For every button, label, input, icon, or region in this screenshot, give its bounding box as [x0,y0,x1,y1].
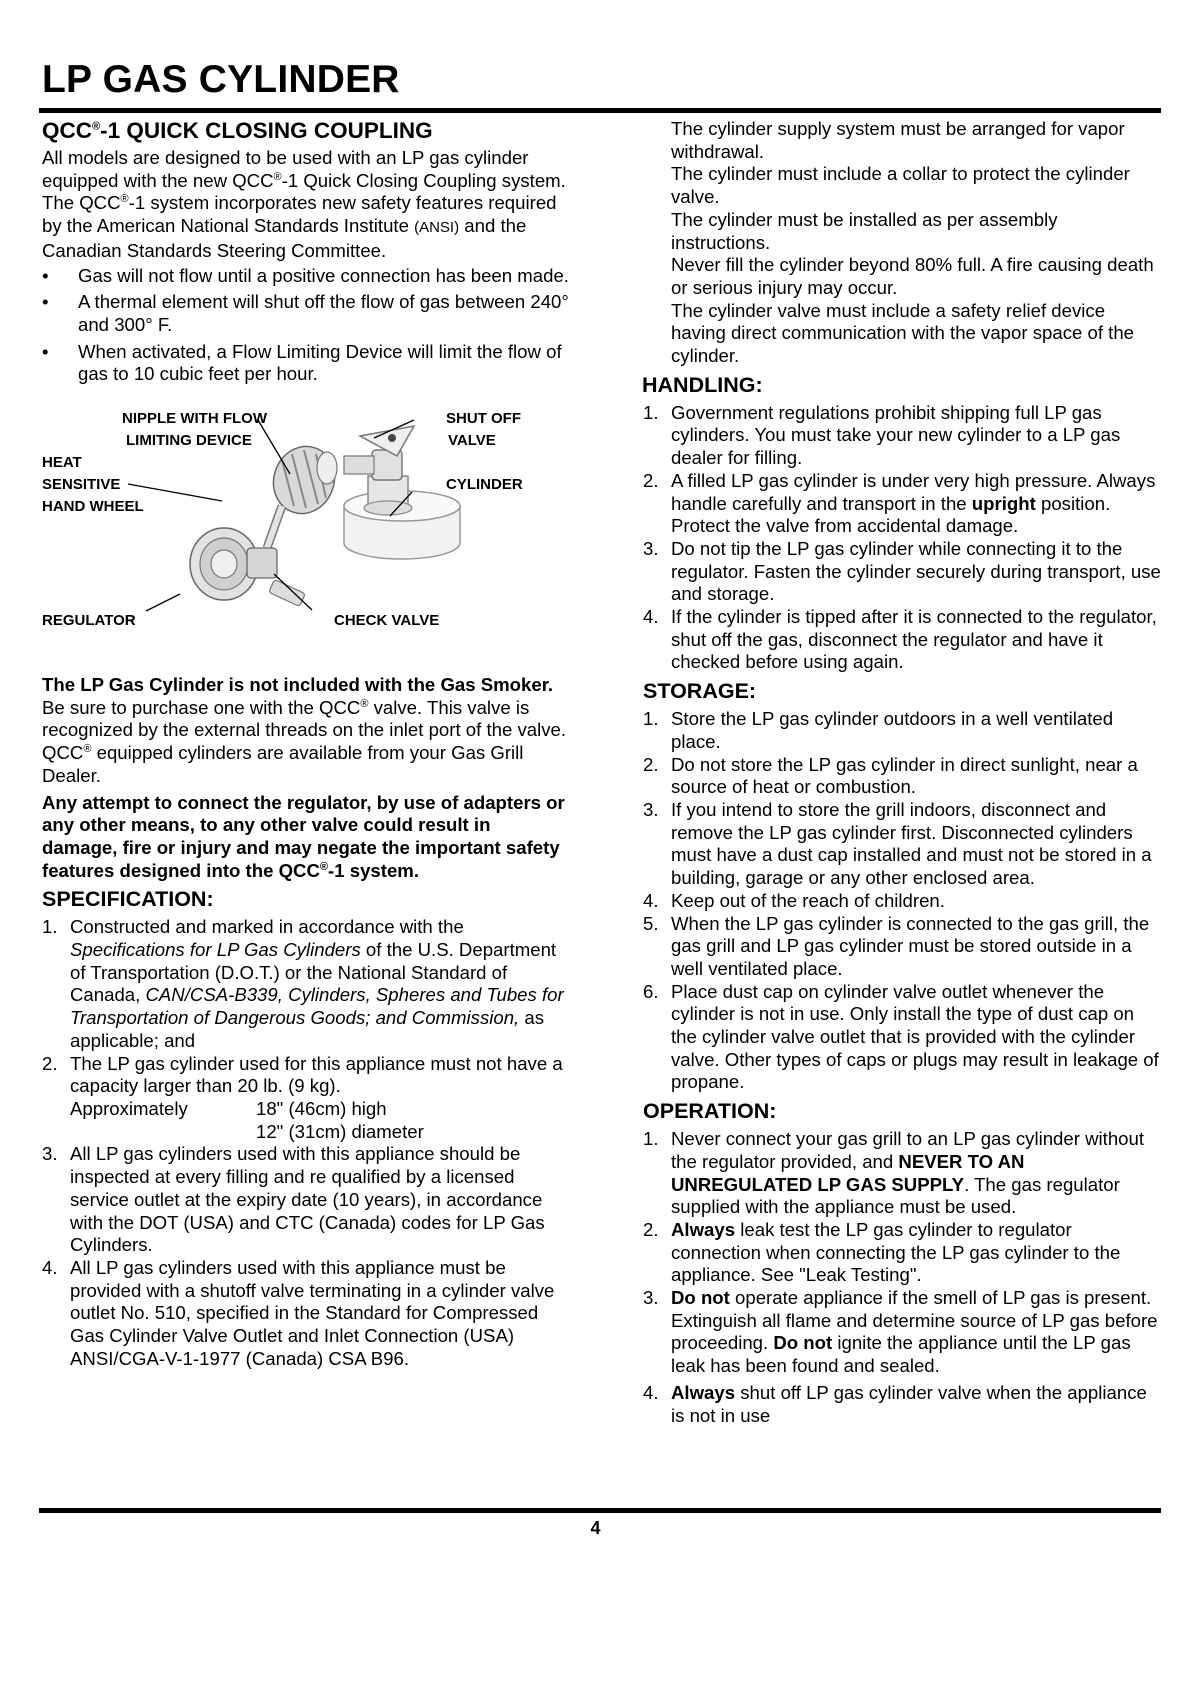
list-item: 4. Keep out of the reach of children. [643,889,945,911]
list-item: 2. The LP gas cylinder used for this appliance must not have a capacity larger than 20 lb. (9 kg). Approximately 18" (46cm) high 12" (31cm) diameter [42,1052,563,1142]
requirement-line: Never fill the cylinder beyond 80% full. A fire causing death or serious injury may occur. [671,254,1154,298]
top-rule [39,108,1161,113]
qcc-intro-1: All models are designed to be used with an LP gas cylinder equipped with the new QCC®-1 Quick Closing Coupling system. [42,147,566,191]
label-nipple-1: NIPPLE WITH FLOW [122,410,267,428]
list-item: 4. All LP gas cylinders used with this appliance must be provided with a shutoff valve terminating in a cylinder valve outlet No. 510, specified in the Standard for Compressed Gas Cylinder Valve Outlet and Inlet Connection (USA) ANSI/CGA-V-1-1977 (Canada) CSA B96. [42,1256,555,1369]
right-column [643,118,1161,1427]
storage-heading: STORAGE: [643,679,757,704]
list-item: 2. Always leak test the LP gas cylinder to regulator connection when connecting the LP gas cylinder to the appliance. See "Leak Testing". [643,1218,1121,1286]
label-shutoff-2: VALVE [448,432,496,450]
storage-list [643,708,1161,1094]
list-item: 3. Do not tip the LP gas cylinder while connecting it to the regulator. Fasten the cylinder securely during transport, use and storage. [643,537,1161,605]
handling-list [643,402,1161,674]
list-item: • A thermal element will shut off the flow of gas between 240° and 300° F. [42,291,569,335]
qcc-intro-2: The QCC®-1 system incorporates new safety features required by the American National Standards Institute (ANSI) and the Canadian Standards Steering Committee. [42,192,557,261]
label-heat-3: HAND WHEEL [42,498,144,516]
qcc-coupling-diagram [42,398,570,668]
list-item: 1. Store the LP gas cylinder outdoors in a well ventilated place. [643,708,1114,752]
label-nipple-2: LIMITING DEVICE [126,432,252,450]
page-number: 4 [590,1518,601,1538]
operation-list [643,1128,1161,1427]
bottom-rule [39,1508,1161,1513]
requirement-line: The cylinder valve must include a safety relief device having direct communication with the vapor space of the cylinder. [671,299,1135,367]
list-item: 3. Do not operate appliance if the smell of LP gas is present. Extinguish all flame and determine source of LP gas before proceeding. Do not ignite the appliance until the LP gas leak has been found and sealed. [643,1287,1158,1377]
specification-heading: SPECIFICATION: [42,887,214,912]
regulator-warning: Any attempt to connect the regulator, by use of adapters or any other means, to any other valve could result in damage, fire or injury and may negate the important safety features designed into the QCC®-1 system. [42,791,565,881]
left-column [42,118,570,1370]
list-item: 2. Do not store the LP gas cylinder in direct sunlight, near a source of heat or combustion. [643,753,1138,798]
list-item: 1. Government regulations prohibit shipping full LP gas cylinders. You must take your new cylinder to a LP gas dealer for filling. [643,401,1121,469]
qcc-feature-list [42,265,570,387]
label-regulator: REGULATOR [42,612,136,630]
requirement-line: The cylinder supply system must be arranged for vapor withdrawal. [671,118,1125,162]
requirement-line: The cylinder must include a collar to protect the cylinder valve. [671,163,1130,208]
cylinder-requirements [643,118,1161,368]
list-item: 1. Constructed and marked in accordance with the Specifications for LP Gas Cylinders of the U.S. Department of Transportation (D.O.T.) or the National Standard of Canada, CAN/CSA-B339, Cylinders, Spheres and Tubes for Transportation of Dangerous Goods; and Commission, as applicable; and [42,916,564,1051]
handling-heading: HANDLING: [642,372,763,397]
operation-heading: OPERATION: [643,1099,777,1124]
cylinder-not-included-note: The LP Gas Cylinder is not included with the Gas Smoker. Be sure to purchase one with the QCC® valve. This valve is recognized by the external threads on the inlet port of the valve. QCC® equipped cylinders are available from your Gas Grill Dealer. [42,674,567,786]
page-title: LP GAS CYLINDER [42,58,400,101]
list-item: 6. Place dust cap on cylinder valve outlet whenever the cylinder is not in use. Only install the type of dust cap on the cylinder valve outlet that is provided with the cylinder valve. Other types of caps or plugs may result in leakage of propane. [643,980,1159,1093]
list-item: 4. Always shut off LP gas cylinder valve when the appliance is not in use [643,1381,1147,1426]
list-item: 2. A filled LP gas cylinder is under very high pressure. Always handle carefully and transport in the upright position. Protect the valve from accidental damage. [643,469,1156,537]
list-item: 3. All LP gas cylinders used with this appliance should be inspected at every filling and re qualified by a licensed service outlet at the expiry date (10 years), in accordance with the DOT (USA) and CTC (Canada) codes for LP Gas Cylinders. [42,1143,545,1256]
list-item: • Gas will not flow until a positive connection has been made. [42,264,569,286]
list-item: 3. If you intend to store the grill indoors, disconnect and remove the LP gas cylinder first. Disconnected cylinders must have a dust cap installed and must not be stored in a building, garage or any other enclosed area. [643,798,1152,889]
label-check-valve: CHECK VALVE [334,612,440,630]
label-heat-2: SENSITIVE [42,476,121,494]
requirement-line: The cylinder must be installed as per assembly instructions. [671,208,1058,253]
label-shutoff-1: SHUT OFF [446,410,521,428]
label-cylinder: CYLINDER [446,476,523,494]
list-item: • When activated, a Flow Limiting Device will limit the flow of gas to 10 cubic feet per hour. [42,340,562,385]
list-item: 1. Never connect your gas grill to an LP gas cylinder without the regulator provided, and NEVER TO AN UNREGULATED LP GAS SUPPLY. The gas regulator supplied with the appliance must be used. [643,1128,1145,1218]
specification-list [42,916,570,1370]
qcc-heading: QCC®-1 QUICK CLOSING COUPLING [42,118,433,143]
label-heat-1: HEAT [42,454,82,472]
list-item: 4. If the cylinder is tipped after it is connected to the regulator, shut off the gas, disconnect the regulator and have it checked before using again. [643,606,1157,673]
list-item: 5. When the LP gas cylinder is connected to the gas grill, the gas grill and LP gas cylinder must be stored outside in a well ventilated place. [643,912,1150,979]
